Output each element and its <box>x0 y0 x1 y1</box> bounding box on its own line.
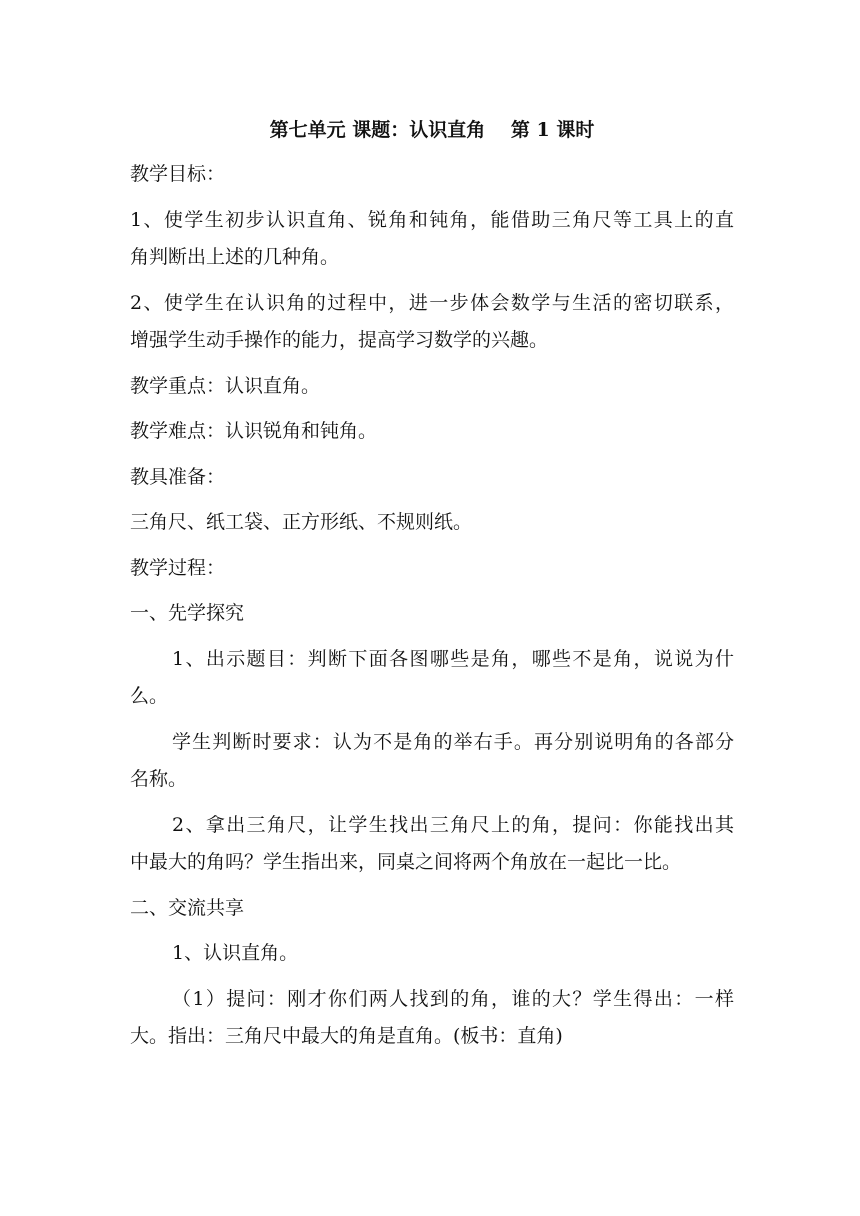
section-2-heading <box>130 890 734 928</box>
text-line: 么。 <box>130 685 169 707</box>
text-line: 三角尺、纸工袋、正方形纸、不规则纸。 <box>130 511 473 533</box>
section-1-heading <box>130 595 734 633</box>
step-1 <box>130 641 734 716</box>
teaching-difficulty <box>130 413 734 451</box>
text-line: 名称。 <box>130 768 188 790</box>
teaching-aids-list <box>130 504 734 542</box>
text-line: 1、使学生初步认识直角、锐角和钝角，能借助三角尺等工具上的直 <box>130 208 734 231</box>
text-line: 教具准备： <box>130 465 226 488</box>
text-line: 2、拿出三角尺，让学生找出三角尺上的角，提问：你能找出其 <box>172 813 734 836</box>
student-requirement <box>130 724 734 799</box>
text-line: 增强学生动手操作的能力，提高学习数学的兴趣。 <box>130 329 549 351</box>
teaching-process-heading <box>130 550 734 588</box>
text-line: 中最大的角吗？学生指出来，同桌之间将两个角放在一起比一比。 <box>130 851 682 873</box>
teaching-aids-heading <box>130 459 734 497</box>
question-1 <box>130 981 734 1056</box>
text-line: 一、先学探究 <box>130 602 245 624</box>
text-line: 2、使学生在认识角的过程中，进一步体会数学与生活的密切联系， <box>130 291 734 314</box>
text-line: 角判断出上述的几种角。 <box>130 246 340 268</box>
document-body <box>130 112 734 1056</box>
text-line: 二、交流共享 <box>130 896 245 919</box>
text-line: 学生判断时要求：认为不是角的举右手。再分别说明角的各部分 <box>172 730 734 753</box>
text-line: 教学重点：认识直角。 <box>130 374 321 397</box>
step-2 <box>130 807 734 882</box>
text-line: 大。指出：三角尺中最大的角是直角。(板书：直角) <box>130 1025 563 1047</box>
text-line: 教学难点：认识锐角和钝角。 <box>130 420 378 442</box>
text-line: （1）提问：刚才你们两人找到的角，谁的大？学生得出：一样 <box>172 987 734 1010</box>
text-line: 1、认识直角。 <box>172 942 299 964</box>
text-line: 教学目标： <box>130 163 226 185</box>
objective-1 <box>130 202 734 277</box>
objective-2 <box>130 285 734 360</box>
text-line: 教学过程： <box>130 556 226 579</box>
teaching-objectives-heading <box>130 156 734 194</box>
lesson-title: 第七单元 课题：认识直角 第 1 课时 <box>269 119 595 141</box>
recognize-right-angle <box>130 935 734 973</box>
teaching-key-point <box>130 368 734 406</box>
text-line: 1、出示题目：判断下面各图哪些是角，哪些不是角，说说为什 <box>172 647 734 670</box>
